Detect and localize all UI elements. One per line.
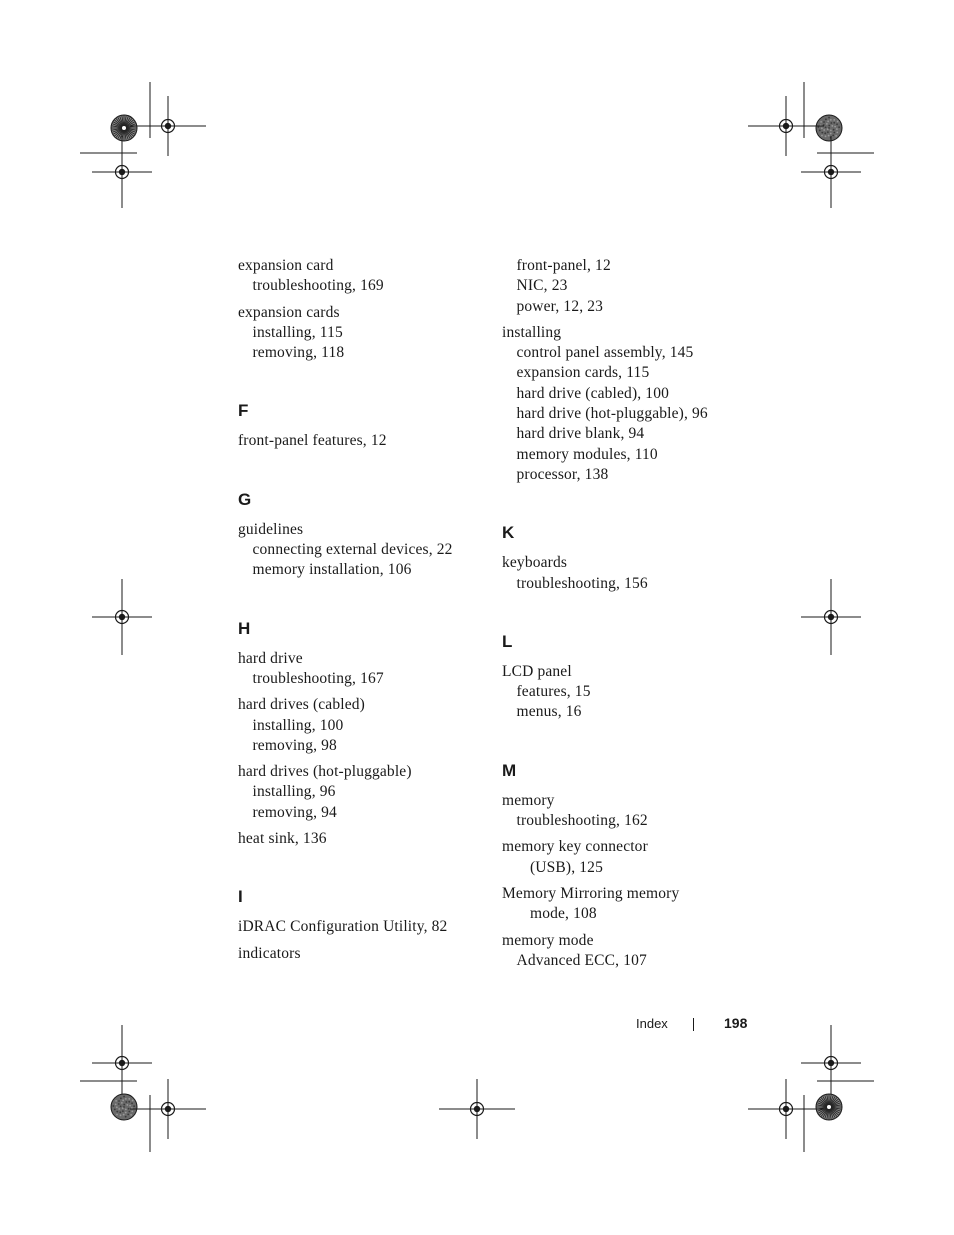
index-subentry: troubleshooting, 162 bbox=[516, 812, 648, 830]
index-letter-heading: M bbox=[502, 760, 517, 780]
index-subentry: hard drive (hot-pluggable), 96 bbox=[516, 405, 708, 423]
index-term: memory key connector bbox=[502, 838, 648, 856]
index-subentry: troubleshooting, 156 bbox=[516, 574, 648, 592]
crosshair-target-icon bbox=[801, 136, 861, 208]
index-term-continuation: (USB), 125 bbox=[530, 858, 603, 876]
index-subentry: removing, 94 bbox=[252, 803, 337, 821]
registration-sunburst-icon bbox=[816, 1094, 842, 1120]
index-term: expansion card bbox=[238, 257, 334, 274]
crosshair-target-icon bbox=[130, 96, 206, 156]
registration-disc-icon bbox=[816, 115, 842, 141]
index-term: guidelines bbox=[238, 520, 304, 538]
index-term: hard drives (cabled) bbox=[238, 696, 365, 714]
index-term: LCD panel bbox=[502, 662, 572, 680]
index-subentry: installing, 100 bbox=[252, 716, 344, 734]
index-term: heat sink, 136 bbox=[238, 830, 327, 848]
crosshair-target-icon bbox=[92, 1025, 152, 1101]
index-subentry: removing, 98 bbox=[252, 736, 337, 754]
crosshair-target-icon bbox=[748, 1079, 824, 1139]
index-letter-heading: G bbox=[238, 489, 252, 509]
index-term: keyboards bbox=[502, 554, 568, 572]
page-number: 198 bbox=[724, 1015, 748, 1031]
index-term: hard drives (hot-pluggable) bbox=[238, 763, 412, 781]
index-subentry: installing, 115 bbox=[252, 323, 343, 341]
index-subentry: front-panel, 12 bbox=[516, 257, 611, 274]
index-subentry: troubleshooting, 169 bbox=[252, 277, 384, 295]
crosshair-target-icon bbox=[801, 1025, 861, 1101]
index-subentry: removing, 118 bbox=[252, 344, 345, 362]
index-letter-heading: H bbox=[238, 618, 251, 638]
index-term: memory bbox=[502, 791, 555, 809]
index-subentry: features, 15 bbox=[516, 683, 591, 701]
index-subentry: expansion cards, 115 bbox=[516, 364, 650, 382]
index-subentry: control panel assembly, 145 bbox=[516, 344, 694, 362]
index-term: memory mode bbox=[502, 931, 594, 949]
index-term: Memory Mirroring memory bbox=[502, 884, 680, 902]
index-term: expansion cards bbox=[238, 303, 340, 321]
index-letter-heading: I bbox=[238, 887, 243, 907]
index-term: iDRAC Configuration Utility, 82 bbox=[238, 918, 448, 936]
registration-disc-icon bbox=[111, 1094, 137, 1120]
index-subentry: memory modules, 110 bbox=[516, 445, 658, 463]
index-subentry: troubleshooting, 167 bbox=[252, 669, 384, 687]
index-subentry: Advanced ECC, 107 bbox=[516, 951, 647, 969]
index-subentry: hard drive blank, 94 bbox=[516, 425, 645, 443]
crosshair-target-icon bbox=[801, 579, 861, 655]
index-letter-heading: F bbox=[238, 401, 249, 421]
index-term-continuation: mode, 108 bbox=[530, 905, 597, 923]
crosshair-target-icon bbox=[748, 96, 824, 156]
index-subentry: connecting external devices, 22 bbox=[252, 541, 453, 559]
index-term: hard drive bbox=[238, 649, 303, 667]
index-letter-heading: K bbox=[502, 523, 515, 543]
crosshair-target-icon bbox=[439, 1079, 515, 1139]
registration-sunburst-icon bbox=[111, 115, 137, 141]
index-term: indicators bbox=[238, 944, 301, 962]
index-subentry: power, 12, 23 bbox=[516, 297, 604, 315]
index-subentry: hard drive (cabled), 100 bbox=[516, 384, 670, 402]
index-subentry: processor, 138 bbox=[516, 465, 609, 483]
index-subentry: NIC, 23 bbox=[516, 277, 568, 295]
footer-section-label: Index bbox=[636, 1016, 668, 1031]
index-subentry: menus, 16 bbox=[516, 703, 582, 721]
crosshair-target-icon bbox=[92, 579, 152, 655]
crosshair-target-icon bbox=[130, 1079, 206, 1139]
crosshair-target-icon bbox=[92, 136, 152, 208]
index-term: front-panel features, 12 bbox=[238, 432, 387, 450]
index-letter-heading: L bbox=[502, 631, 513, 651]
index-term: installing bbox=[502, 323, 562, 341]
index-subentry: installing, 96 bbox=[252, 783, 336, 801]
index-subentry: memory installation, 106 bbox=[252, 561, 412, 579]
